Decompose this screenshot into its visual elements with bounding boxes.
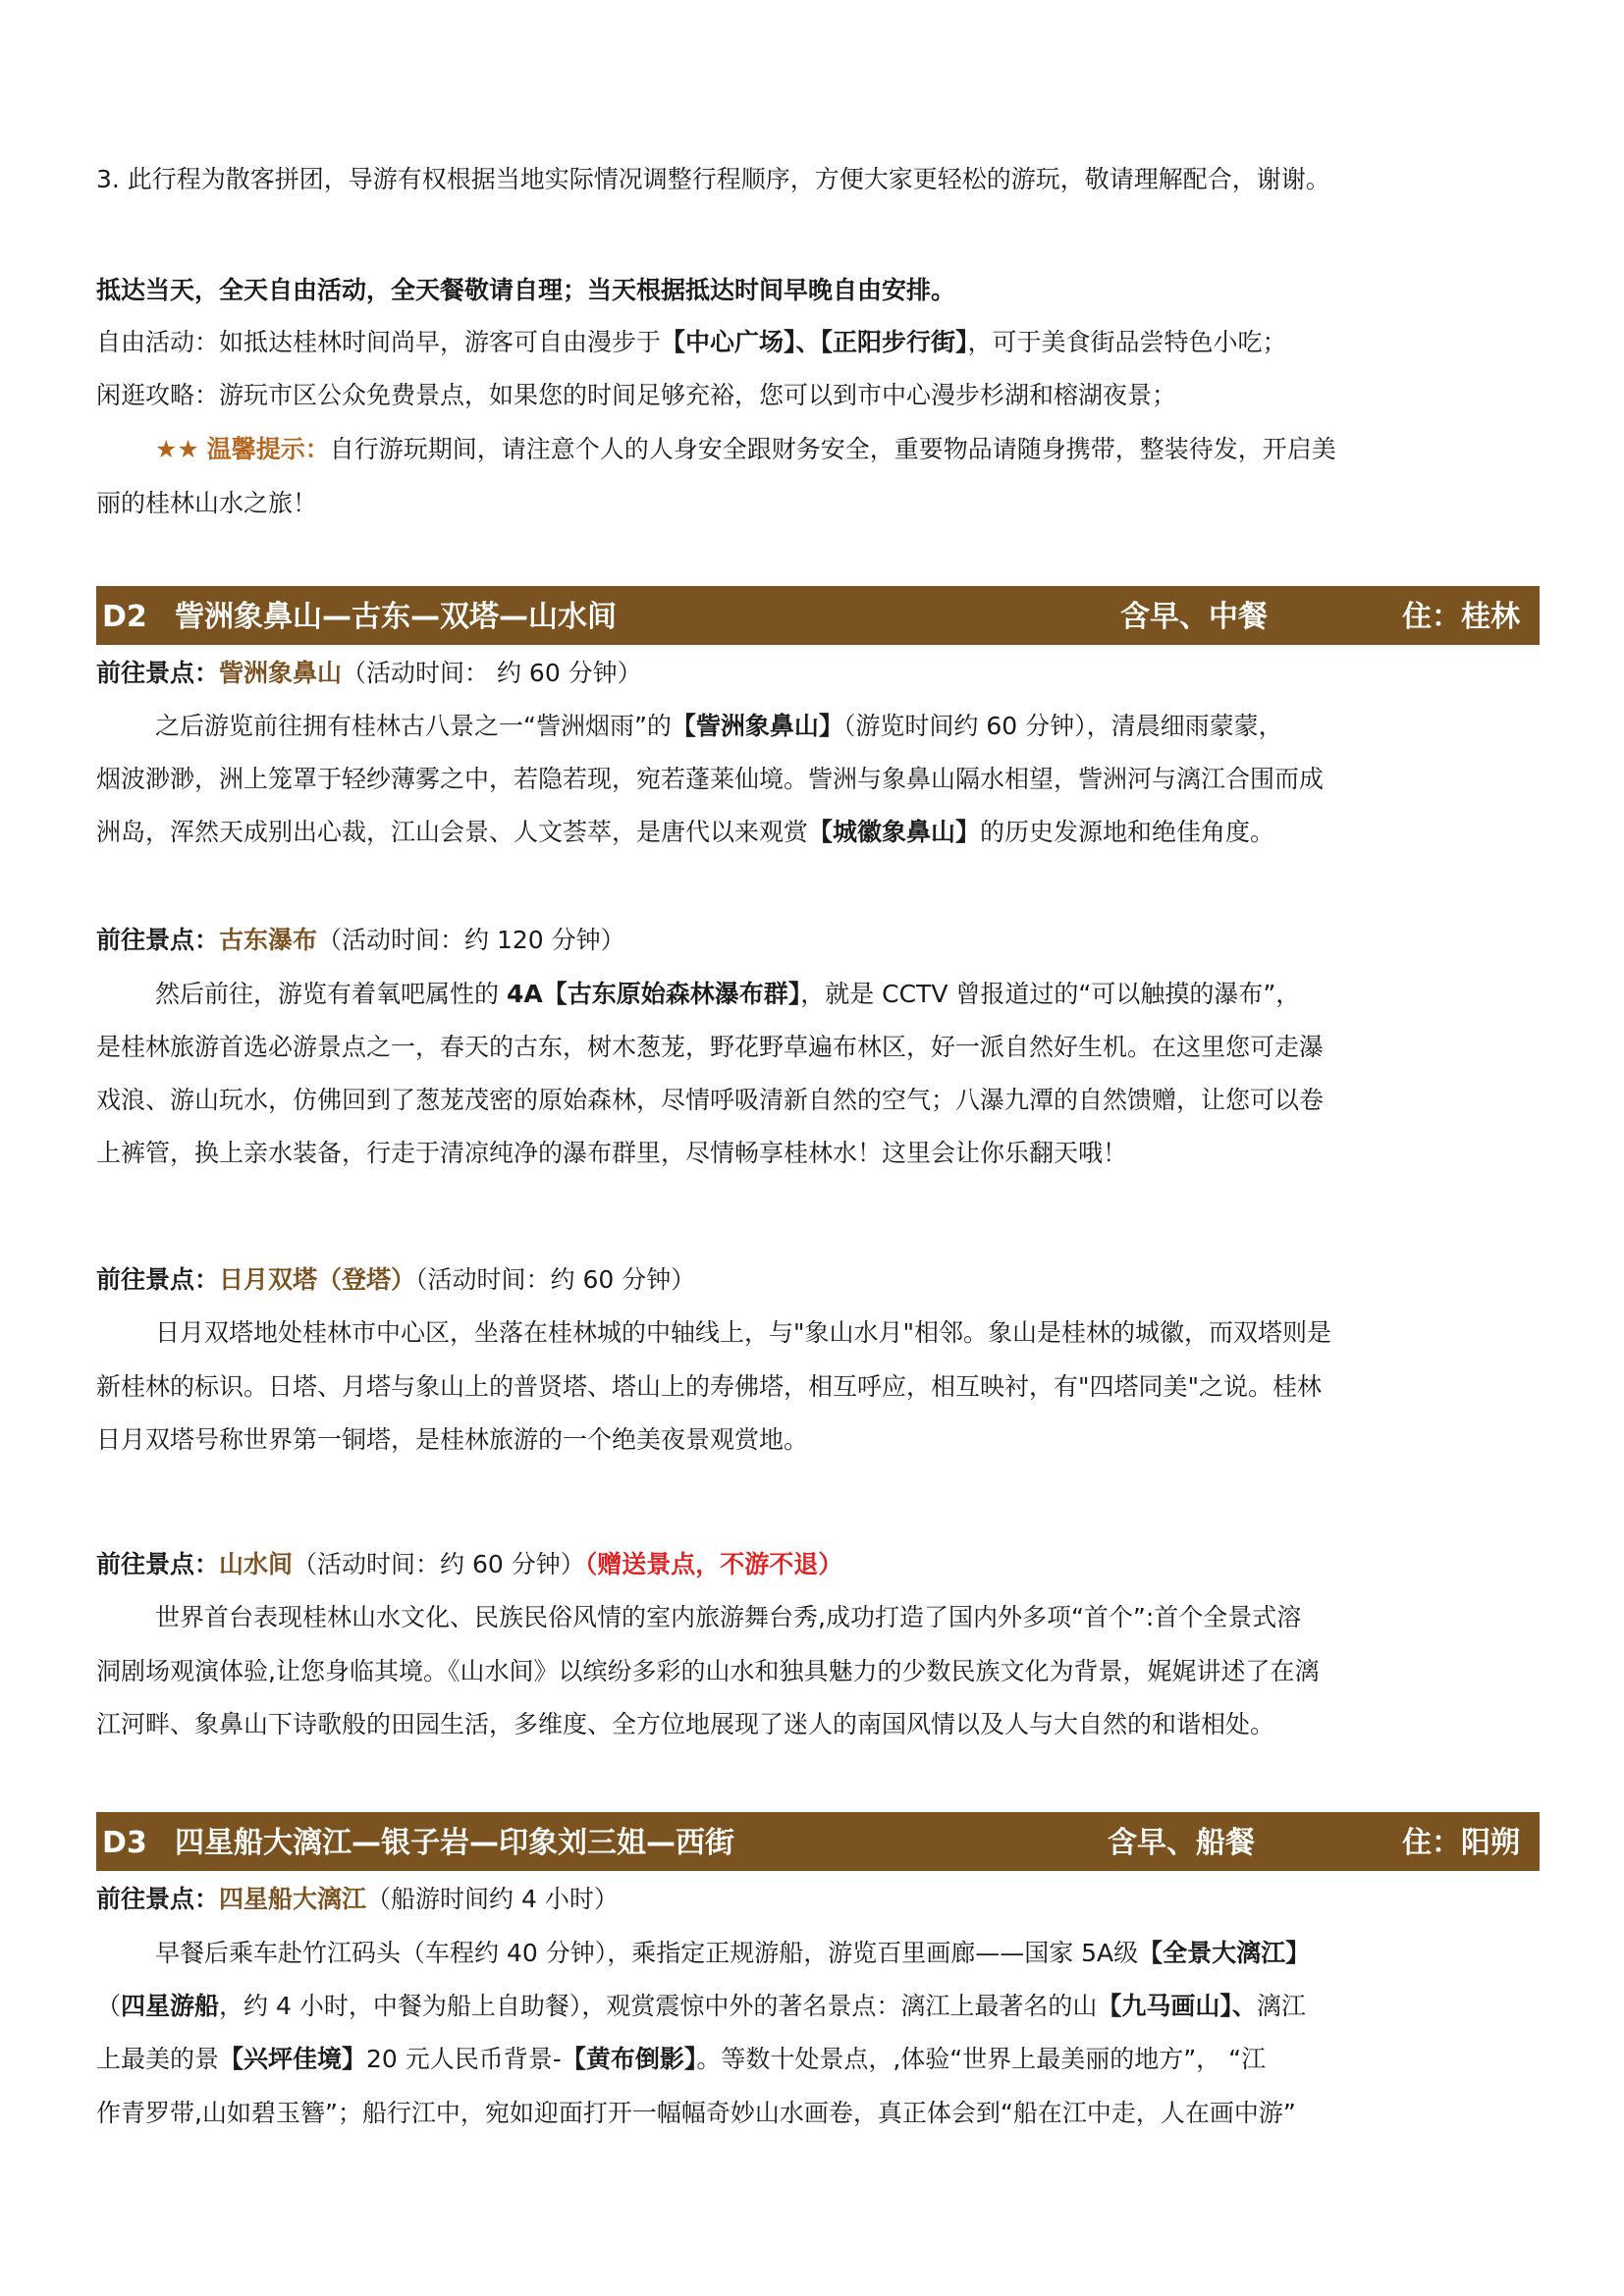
para-highlight: 4A【古东原始森林瀑布群】: [506, 980, 801, 1008]
warm-tip-line-2: 丽的桂林山水之旅！: [96, 489, 318, 517]
arrival-day-note: 抵达当天，全天自由活动，全天餐敬请自理；当天根据抵达时间早晚自由安排。: [96, 276, 956, 304]
free-activity-suffix: ，可于美食街品尝特色小吃；: [967, 328, 1287, 356]
para-text: 日月双塔地处桂林市中心区，坐落在桂林城的中轴线上，与"象山水月"相邻。象山是桂林的城徽，而双塔则是: [155, 1318, 1332, 1347]
para-highlight: 【城徽象鼻山】: [808, 818, 981, 846]
para-text: ，约 4 小时，中餐为船上自助餐），观赏震惊中外的著名景点：漓江上最著名的山: [219, 1992, 1098, 2020]
para-text: 早餐后乘车赴竹江码头（车程约 40 分钟），乘指定正规游船，游览百里画廊——国家 5A级: [155, 1939, 1139, 1967]
para-text: 上最美的景: [96, 2045, 220, 2073]
free-activity-text: 自由活动：如抵达桂林时间尚早，游客可自由漫步于: [96, 328, 662, 356]
d2-spot2-para-line2: 是桂林旅游首选必游景点之一，春天的古东，树木葱茏，野花野草遍布林区，好一派自然好生机。在这里您可走瀑: [96, 1033, 1325, 1061]
para-text: 20 元人民币背景-: [366, 2045, 562, 2073]
note-3: 3. 此行程为散客拼团，导游有权根据当地实际情况调整行程顺序，方便大家更轻松的游玩，敬请理解配合，谢谢。: [96, 165, 1330, 193]
warm-tip-label: 温馨提示：: [206, 435, 330, 463]
spot-name: 古东瀑布: [219, 926, 318, 954]
para-highlight: 四星游船: [121, 1992, 220, 2020]
spot-name: 四星船大漓江: [219, 1885, 367, 1913]
spot-label: 前往景点：: [96, 1550, 220, 1578]
para-text: ，就是 CCTV 曾报道过的“可以触摸的瀑布”，: [800, 980, 1301, 1008]
gift-badge: （赠送景点，不游不退）: [584, 1550, 843, 1578]
d3-para-line2: [96, 1990, 1306, 2023]
d3-para-line4: 作青罗带,山如碧玉簪”；船行江中，宛如迎面打开一幅幅奇妙山水画卷，真正体会到“船在江中走，人在画中游”: [96, 2099, 1296, 2127]
spot-label: 前往景点：: [96, 1265, 220, 1294]
d2-spot4-para-line3: 江河畔、象鼻山下诗歌般的田园生活，多维度、全方位地展现了迷人的南国风情以及人与大自然的和谐相处。: [96, 1710, 1275, 1738]
para-highlight: 【訾洲象鼻山】: [671, 712, 843, 740]
spot-label: 前往景点：: [96, 1885, 220, 1913]
free-activity-line: [96, 326, 1287, 359]
day3-header-bar: [96, 1812, 1540, 1871]
warm-tip-text: 自行游玩期间，请注意个人的人身安全跟财务安全，重要物品请随身携带，整装待发，开启美: [329, 435, 1336, 463]
spot-duration: （活动时间： 约 60 分钟）: [342, 659, 642, 687]
para-text: 漓江: [1256, 1992, 1306, 2020]
d2-spot3-para-line3: 日月双塔号称世界第一铜塔，是桂林旅游的一个绝美夜景观赏地。: [96, 1425, 809, 1454]
free-activity-places: 【中心广场】、【正阳步行街】: [661, 328, 968, 356]
para-highlight: 【兴坪佳境】: [219, 2045, 367, 2073]
spot-duration: （活动时间：约 60 分钟）: [415, 1265, 696, 1294]
day2-route: 訾洲象鼻山—古东—双塔—山水间: [175, 600, 617, 634]
star-icon: ★★: [155, 435, 199, 463]
day2-header-bar: [96, 586, 1540, 645]
para-text: 世界首台表现桂林山水文化、民族民俗风情的室内旅游舞台秀,成功打造了国内外多项“首个”:首个全景式溶: [155, 1603, 1302, 1631]
spot-name: 日月双塔（登塔）: [219, 1265, 416, 1294]
para-text: （游览时间约 60 分钟），清晨细雨蒙蒙，: [842, 712, 1283, 740]
d2-spot1-para-line1: [96, 710, 1283, 743]
spot-duration: （活动时间：约 60 分钟）: [293, 1550, 585, 1578]
para-highlight: 【九马画山】、: [1097, 1992, 1257, 2020]
d3-para-line3: [96, 2043, 1266, 2076]
d3-spot1-heading: [96, 1883, 619, 1916]
d3-para-line1: [96, 1937, 1310, 1970]
spot-duration: （船游时间约 4 小时）: [366, 1885, 619, 1913]
d2-spot1-para-line3: [96, 816, 1274, 849]
para-text: 然后前往，游览有着氧吧属性的: [155, 980, 507, 1008]
spot-name: 訾洲象鼻山: [219, 659, 343, 687]
d2-spot2-heading: [96, 924, 625, 957]
warm-tip-line: [96, 433, 1336, 466]
stroll-tips-line: 闲逛攻略：游玩市区公众免费景点，如果您的时间足够充裕，您可以到市中心漫步杉湖和榕湖夜景；: [96, 381, 1177, 409]
para-text: 。等数十处景点，,体验“世界上最美丽的地方”， “江: [696, 2045, 1267, 2073]
day3-label: D3: [102, 1826, 147, 1860]
day3-stay: 住：阳朔: [1402, 1826, 1520, 1860]
spot-label: 前往景点：: [96, 659, 220, 687]
para-text: （: [96, 1992, 122, 2020]
d2-spot2-para-line4: 上裤管，换上亲水装备，行走于清凉纯净的瀑布群里，尽情畅享桂林水！这里会让你乐翻天哦！: [96, 1139, 1128, 1167]
d2-spot4-heading: [96, 1548, 842, 1581]
spot-label: 前往景点：: [96, 926, 220, 954]
d2-spot1-para-line2: 烟波渺渺，洲上笼罩于轻纱薄雾之中，若隐若现，宛若蓬莱仙境。訾洲与象鼻山隔水相望，訾洲河与漓江合围而成: [96, 765, 1325, 793]
day2-label: D2: [102, 600, 147, 634]
para-text: 洲岛，浑然天成别出心裁，江山会景、人文荟萃，是唐代以来观赏: [96, 818, 809, 846]
d2-spot3-heading: [96, 1263, 695, 1297]
day2-stay: 住：桂林: [1402, 600, 1520, 634]
d2-spot2-para-line3: 戏浪、游山玩水，仿佛回到了葱茏茂密的原始森林，尽情呼吸清新自然的空气；八瀑九潭的自然馈赠，让您可以卷: [96, 1086, 1325, 1114]
d2-spot1-heading: [96, 657, 642, 690]
spot-duration: （活动时间：约 120 分钟）: [317, 926, 625, 954]
para-text: 的历史发源地和绝佳角度。: [980, 818, 1275, 846]
day3-meals: 含早、船餐: [1108, 1826, 1255, 1860]
d2-spot4-para-line2: 洞剧场观演体验,让您身临其境。《山水间》以缤纷多彩的山水和独具魅力的少数民族文化为背景，娓娓讲述了在漓: [96, 1657, 1320, 1685]
day2-meals: 含早、中餐: [1120, 600, 1268, 634]
para-highlight: 【全景大漓江】: [1138, 1939, 1311, 1967]
d2-spot2-para-line1: [96, 978, 1300, 1011]
d2-spot3-para-line2: 新桂林的标识。日塔、月塔与象山上的普贤塔、塔山上的寿佛塔，相互呼应，相互映衬，有"四塔同美"之说。桂林: [96, 1372, 1323, 1401]
day3-route: 四星船大漓江—银子岩—印象刘三姐—西街: [175, 1826, 734, 1860]
para-text: 之后游览前往拥有桂林古八景之一“訾洲烟雨”的: [155, 712, 672, 740]
spot-name: 山水间: [219, 1550, 294, 1578]
d2-spot3-para-line1: [96, 1316, 1331, 1350]
para-highlight: 【黄布倒影】: [561, 2045, 697, 2073]
d2-spot4-para-line1: [96, 1601, 1301, 1634]
